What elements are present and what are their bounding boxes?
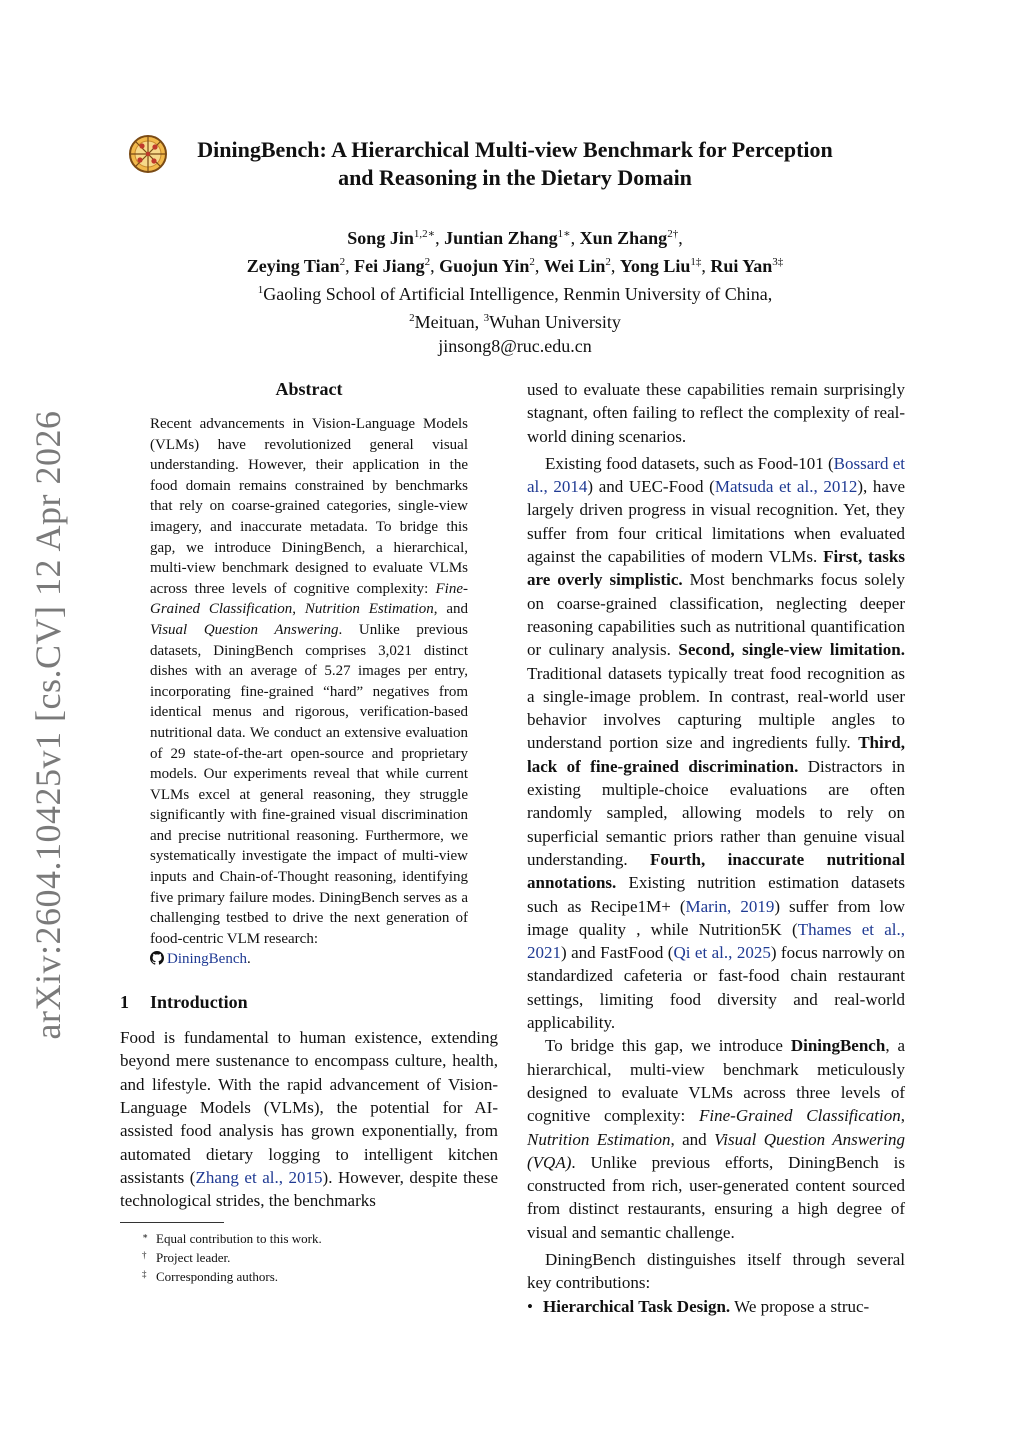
footnote-project-leader: † Project leader. — [142, 1250, 231, 1266]
arxiv-sidebar — [22, 410, 74, 1040]
citation-link[interactable]: Zhang et al., 2015 — [195, 1167, 323, 1187]
footnote-divider — [120, 1222, 224, 1223]
right-paragraph-2: To bridge this gap, we introduce DiningBench, a hierarchical, multi-view benchmark meticulously designed to evaluate VLMs across three levels of cognitive complexity: Fine-Grained Classification, Nutrition Estimation, and Visual Question Answering (VQA). Unlike previous efforts, DiningBench is constructed from rich, user-generated content sourced from distinct restaurants, ensuring a high degree of visual and semantic challenge. — [527, 1036, 905, 1242]
right-paragraph-3: DiningBench distinguishes itself through several key contributions: — [527, 1249, 905, 1293]
github-icon — [150, 951, 164, 965]
author-email: jinsong8@ruc.edu.cn — [438, 336, 592, 356]
citation-link[interactable]: Marin, 2019 — [685, 896, 775, 916]
title-line-2: and Reasoning in the Dietary Domain — [338, 165, 692, 190]
author-line-1: Song Jin$^{1,2∗}$, Juntian Zhang$^{1∗}$, Xun Zhang$^{2\dagger}$, — [347, 228, 683, 248]
arxiv-identifier: arXiv:2604.10425v1 [cs.CV] 12 Apr 2026 — [28, 410, 68, 1040]
title-line-1: DiningBench: A Hierarchical Multi-view Benchmark for Perception — [197, 137, 833, 162]
affiliation-line-1: $^1$Gaoling School of Artificial Intelligence, Renmin University of China, — [257, 284, 773, 304]
footnote-corresponding-authors: ‡ Corresponding authors. — [142, 1269, 279, 1285]
dining-bench-link[interactable]: DiningBench — [167, 951, 247, 968]
affiliation-line-2: $^2$Meituan, $^3$Wuhan University — [409, 312, 621, 332]
section-heading-introduction: 1 Introduction — [120, 992, 248, 1013]
abstract-heading: Abstract — [275, 379, 343, 399]
paper-title — [120, 136, 910, 192]
footnote-equal-contribution: ∗ Equal contribution to this work. — [142, 1231, 322, 1247]
abstract-text: Recent advancements in Vision-Language Models (VLMs) have revolutionized general visual understanding. However, their application in the food domain remains constrained by benchmarks that rely on coarse-grained categories, single-view imagery, and inaccurate metadata. To bridge this gap, we introduce DiningBench, a hierarchical, multi-view benchmark designed to evaluate VLMs across three levels of cognitive complexity: Fine-Grained Classification, Nutrition Estimation, and Visual Question Answering. Unlike previous datasets, DiningBench comprises 3,021 distinct dishes with an average of 5.27 images per entry, incorporating fine-grained “hard” negatives from identical menus and rigorous, verification-based nutritional data. We conduct an extensive evaluation of 29 state-of-the-art open-source and proprietary models. Our experiments reveal that while current VLMs excel at general reasoning, they struggle significantly with fine-grained visual discrimination and precise nutritional reasoning. Furthermore, we systematically investigate the impact of multi-view inputs and Chain-of-Thought reasoning, identifying five primary failure modes. DiningBench serves as a challenging testbed to drive the next generation of food-centric VLM research: DiningBench. — [150, 416, 469, 968]
citation-link[interactable]: Matsuda et al., 2012 — [714, 477, 858, 497]
intro-paragraph-1: Food is fundamental to human existence, extending beyond mere sustenance to encompass culture, health, and lifestyle. With the rapid advancement of Vision-Language Models (VLMs), the potential for AI-assisted food analysis has grown exponentially, from automated dietary logging to intelligent kitchen assistants (Zhang et al., 2015). However, despite these technological strides, the benchmarks — [120, 1028, 499, 1211]
author-block — [120, 222, 910, 358]
right-column — [527, 378, 905, 1318]
contribution-bullet: • Hierarchical Task Design. We propose a struc- — [527, 1296, 870, 1316]
citation-link[interactable]: Qi et al., 2025 — [673, 943, 771, 963]
citation-link[interactable]: Thames et al., 2021 — [527, 919, 905, 963]
left-column — [120, 376, 498, 1286]
author-line-2: Zeying Tian$^2$, Fei Jiang$^2$, Guojun Yin$^2$, Wei Lin$^2$, Yong Liu$^{1\ddagger}$, Rui Yan$^{3\ddagger}$ — [246, 256, 784, 276]
right-paragraph-1: Existing food datasets, such as Food-101 (Bossard et al., 2014) and UEC-Food (Matsuda et al., 2012), have largely driven progress in visual recognition. Yet, they suffer from four critical limitations when evaluated against the capabilities of modern VLMs. First, tasks are overly simplistic. Most benchmarks focus solely on coarse-grained classification, neglecting deeper reasoning capabilities such as nutritional quantification or culinary analysis. Second, single-view limitation. Traditional datasets typically treat food recognition as a single-image problem. In contrast, real-world user behavior involves capturing multiple angles to understand portion size and ingredients fully. Third, lack of fine-grained discrimination. Distractors in existing multiple-choice evaluations are often randomly sampled, allowing models to rely on superficial semantic priors rather than genuine visual understanding. Fourth, inaccurate nutritional annotations. Existing nutrition estimation datasets such as Recipe1M+ (Marin, 2019) suffer from low image quality , while Nutrition5K (Thames et al., 2021) and FastFood (Qi et al., 2025) focus narrowly on standardized cafeteria or fast-food chain restaurant settings, limiting food diversity and real-world applicability. — [527, 453, 906, 1033]
right-paragraph-0: used to evaluate these capabilities remain surprisingly stagnant, often failing to reflect the complexity of real-world dining scenarios. — [527, 380, 905, 446]
citation-link[interactable]: Bossard et al., 2014 — [527, 453, 905, 497]
pizza-icon — [128, 134, 168, 174]
